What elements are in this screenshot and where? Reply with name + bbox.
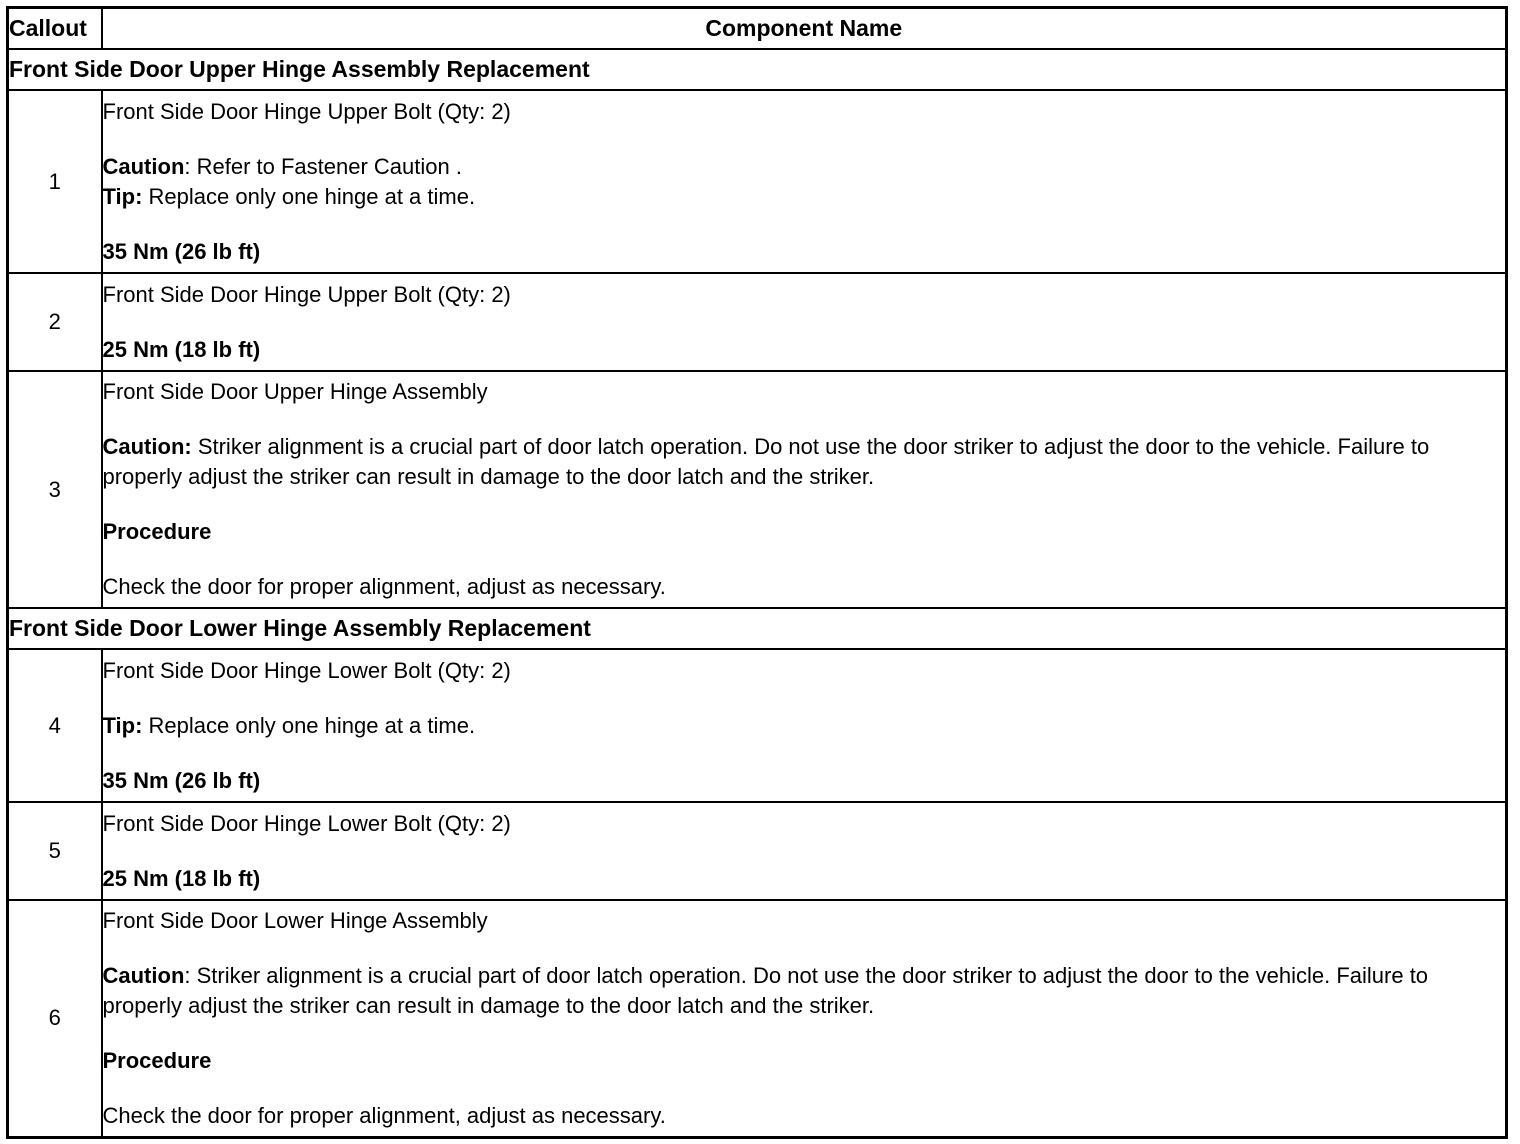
procedure-label: Procedure	[102, 519, 212, 544]
callout-number: 5	[8, 802, 102, 900]
tip-line	[103, 711, 1506, 741]
torque-spec	[103, 237, 1506, 267]
callout-number: 3	[8, 371, 102, 608]
procedure-text: Check the door for proper alignment, adjust as necessary.	[102, 574, 666, 599]
component-name: Front Side Door Hinge Lower Bolt (Qty: 2)	[102, 810, 511, 836]
callout-number: 1	[8, 90, 102, 273]
procedure-label: Procedure	[102, 1047, 212, 1073]
procedure-heading	[103, 1046, 1506, 1076]
torque-spec	[103, 864, 1506, 894]
caution-text: Striker alignment is a crucial part of door latch operation. Do not use the door striker to adjust the door to the vehicle. Failure to properly adjust the striker can result in damage to the door latch and the striker.	[102, 434, 1430, 489]
tip-text: Replace only one hinge at a time.	[142, 712, 476, 738]
torque-value: 25 Nm (18 lb ft)	[102, 865, 261, 891]
table-row	[8, 273, 1507, 371]
tip-line	[103, 182, 1506, 212]
caution-label: Caution:	[102, 434, 192, 459]
tip-label: Tip:	[102, 183, 143, 209]
caution-line	[103, 961, 1506, 1021]
tip-label: Tip:	[102, 712, 143, 738]
torque-spec	[103, 766, 1506, 796]
torque-value: 35 Nm (26 lb ft)	[102, 238, 261, 264]
component-name: Front Side Door Hinge Upper Bolt (Qty: 2)	[102, 281, 511, 307]
tip-text: Replace only one hinge at a time.	[142, 183, 476, 209]
component-description	[102, 649, 1507, 802]
caution-text: : Refer to Fastener Caution .	[184, 153, 462, 179]
callout-number: 2	[8, 273, 102, 371]
table-row	[8, 900, 1507, 1137]
torque-value: 35 Nm (26 lb ft)	[102, 767, 261, 793]
component-name: Front Side Door Upper Hinge Assembly	[102, 379, 488, 404]
component-name-column-header: Component Name	[102, 8, 1507, 50]
component-description	[102, 90, 1507, 273]
table-row	[8, 371, 1507, 608]
torque-value: 25 Nm (18 lb ft)	[102, 336, 261, 362]
component-name: Front Side Door Hinge Upper Bolt (Qty: 2)	[102, 98, 511, 124]
callout-number: 6	[8, 900, 102, 1137]
caution-line	[103, 152, 1506, 182]
caution-label: Caution	[102, 153, 185, 179]
procedure-text: Check the door for proper alignment, adjust as necessary.	[102, 1102, 666, 1128]
caution-text: : Striker alignment is a crucial part of door latch operation. Do not use the door striker to adjust the door to the vehicle. Failure to properly adjust the striker can result in damage to the door latch and the striker.	[102, 962, 1429, 1018]
section-title: Front Side Door Lower Hinge Assembly Replacement	[8, 608, 1507, 649]
table-row	[8, 649, 1507, 802]
component-description	[102, 900, 1507, 1137]
component-description	[102, 273, 1507, 371]
component-description	[102, 371, 1507, 608]
component-name: Front Side Door Hinge Lower Bolt (Qty: 2)	[102, 657, 511, 683]
section-header-row	[8, 49, 1507, 90]
section-title: Front Side Door Upper Hinge Assembly Replacement	[8, 49, 1507, 90]
caution-label: Caution	[102, 962, 185, 988]
table-row	[8, 90, 1507, 273]
table-header-row	[8, 8, 1507, 50]
callout-number: 4	[8, 649, 102, 802]
table-row	[8, 802, 1507, 900]
component-description	[102, 802, 1507, 900]
procedure-heading	[103, 517, 1506, 547]
section-header-row	[8, 608, 1507, 649]
callout-column-header: Callout	[8, 8, 102, 50]
caution-line	[103, 432, 1506, 492]
component-table	[6, 6, 1508, 1139]
torque-spec	[103, 335, 1506, 365]
component-name: Front Side Door Lower Hinge Assembly	[102, 907, 488, 933]
